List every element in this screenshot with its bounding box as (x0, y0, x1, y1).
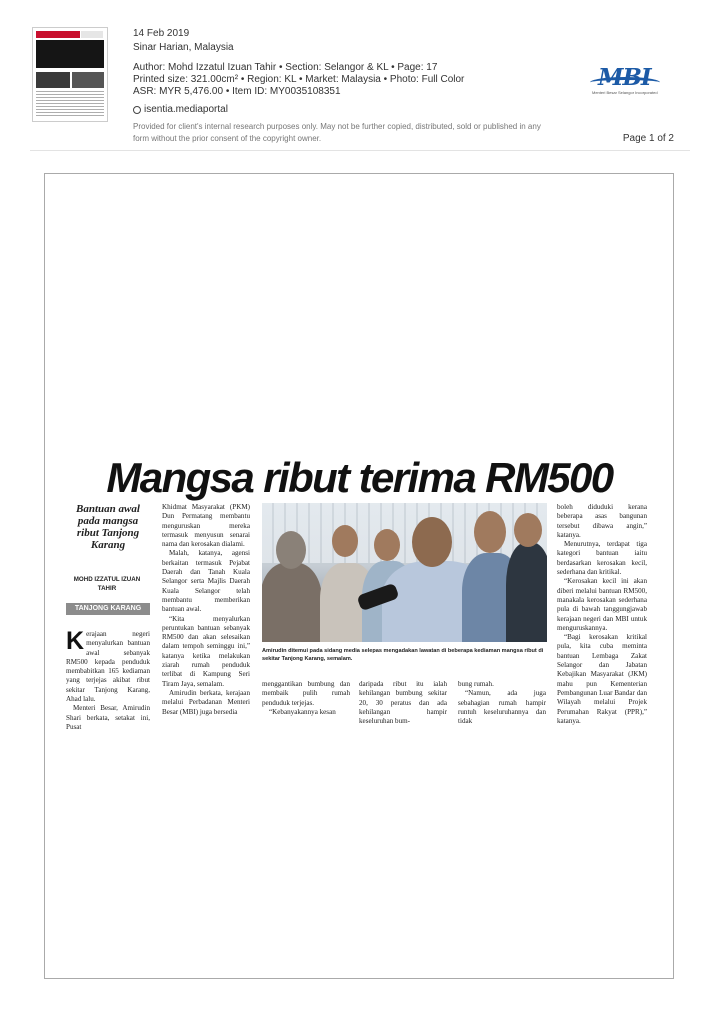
paragraph: Malah, katanya, agensi berkaitan termasuk Pejabat Daerah dan Tanah Kuala Selangor serta Majlis Daerah Kuala Selangor telah membantu memberikan bantuan awal. (162, 549, 250, 614)
isentia-icon (133, 106, 141, 114)
paragraph: “Kita menyalurkan peruntukan bantuan sebanyak RM500 dan akan selesaikan dalam tempoh seminggu ini,” katanya ketika melakukan ziarah rumah penduduk terlibat di Kampung Seri Tiram Jaya, semalam. (162, 614, 250, 688)
thumbnail-photo (72, 72, 104, 88)
provider-logo (133, 104, 228, 115)
article-column-2 (162, 503, 250, 717)
photo-person-head (412, 517, 452, 567)
paragraph: menggantikan bumbung dan membaik pulih rumah penduduk terjejas. (262, 680, 350, 707)
thumbnail-masthead-extra (81, 31, 103, 38)
paragraph: boleh diduduki kerana beberapa asas bangunan tersebut dibawa angin,” katanya. (557, 503, 647, 539)
thumbnail-photo (36, 72, 70, 88)
metadata-line: ASR: MYR 5,476.00 • Item ID: MY0035108351 (133, 86, 341, 97)
photo-person-head (374, 529, 400, 561)
photo-person (506, 543, 547, 642)
article-column-1 (66, 627, 150, 732)
paragraph: “Kerosakan kecil ini akan diberi melalui bantuan RM500, manakala kerosakan sederhana pula di bawah tanggungjawab kerajaan negeri dan MBI untuk menguruskannya. (557, 577, 647, 632)
article-column-5 (458, 680, 546, 726)
thumbnail-masthead (36, 31, 80, 38)
logo-subtext: Menteri Besar Selangor Incorporated (592, 90, 658, 95)
photo-person (262, 563, 322, 642)
publication-name: Sinar Harian, Malaysia (133, 42, 234, 53)
paragraph (66, 627, 150, 704)
paragraph: Khidmat Masyarakat (PKM) Dun Permatang membantu menguruskan mereka termasuk menyusun senarai nama dan kerosakan dialami. (162, 503, 250, 549)
article-standfirst: Bantuan awal pada mangsa ribut Tanjong Karang (76, 503, 140, 551)
paragraph: “Kebanyakannya kesan (269, 707, 336, 716)
article-byline: MOHD IZZATUL IZUAN TAHIR (73, 576, 141, 592)
article-column-6 (557, 503, 647, 726)
paragraph-text: erajaan negeri menyalurkan bantuan awal sebanyak RM500 kepada penduduk membabitkan 165 kediaman yang terjejas akibat ribut sekitar Tanjong Karang, Ahad lalu. (66, 630, 150, 704)
publication-date: 14 Feb 2019 (133, 28, 190, 39)
logo-swoosh-icon (590, 77, 660, 88)
paragraph: “Namun, ada juga sebahagian rumah hampir runtuh keseluruhannya dan tidak (458, 689, 546, 726)
article-headline: Mangsa ribut terima RM500 (106, 454, 613, 501)
photo-person-head (474, 511, 506, 553)
page-thumbnail[interactable] (32, 27, 108, 122)
article-photo (262, 503, 547, 642)
paragraph: Amirudin berkata, kerajaan melalui Perbadanan Menteri Besar (MBI) juga bersedia (162, 688, 250, 716)
paragraph: Menurutnya, terdapat tiga kategori bantuan iaitu berdasarkan kerosakan kecil, sederhana dan kritikal. (557, 540, 647, 577)
article-column-3 (262, 680, 350, 717)
drop-cap: K (66, 627, 85, 655)
metadata-line: Printed size: 321.00cm² • Region: KL • Market: Malaysia • Photo: Full Color (133, 74, 465, 85)
header-divider (30, 150, 690, 151)
photo-caption: Amirudin ditemui pada sidang media selepas mengadakan lawatan di beberapa kediaman mangsa ribut di sekitar Tanjong Karang, semalam. (262, 648, 544, 662)
paragraph: bung rumah. (458, 680, 494, 688)
article-metadata (133, 62, 553, 98)
article-column-4 (359, 680, 447, 726)
article-dateline: TANJONG KARANG (66, 603, 150, 615)
page-indicator: Page 1 of 2 (622, 133, 674, 144)
paragraph: Menteri Besar, Amirudin Shari berkata, setakat ini, Pusat (66, 704, 150, 731)
provider-name: isentia.mediaportal (144, 104, 228, 115)
thumbnail-text (36, 91, 104, 118)
photo-person-head (276, 531, 306, 569)
paragraph: “Bagi kerosakan kritikal pula, kita cuba meminta bantuan Lembaga Zakat Selangor dan Jabatan Kebajikan Masyarakat (JKM) mahu pun Kementerian Pembangunan Luar Bandar dan Wilayah melalui Projek Perumahan Rakyat (PPR),” katanya. (557, 633, 647, 725)
thumbnail-photo (36, 40, 104, 68)
photo-person-head (514, 513, 542, 547)
photo-person-head (332, 525, 358, 557)
mbi-logo (590, 62, 662, 98)
copyright-disclaimer: Provided for client's internal research purposes only. May not be further copied, distributed, sold or published in any form without the prior consent of the copyright owner. (133, 122, 541, 143)
paragraph: daripada ribut itu ialah kehilangan bumbung sekitar 20, 30 peratus dan ada kehilangan hampir keseluruhan bum- (359, 680, 447, 726)
metadata-line: Author: Mohd Izzatul Izuan Tahir • Section: Selangor & KL • Page: 17 (133, 62, 438, 73)
logo-text: MBI (598, 64, 651, 91)
